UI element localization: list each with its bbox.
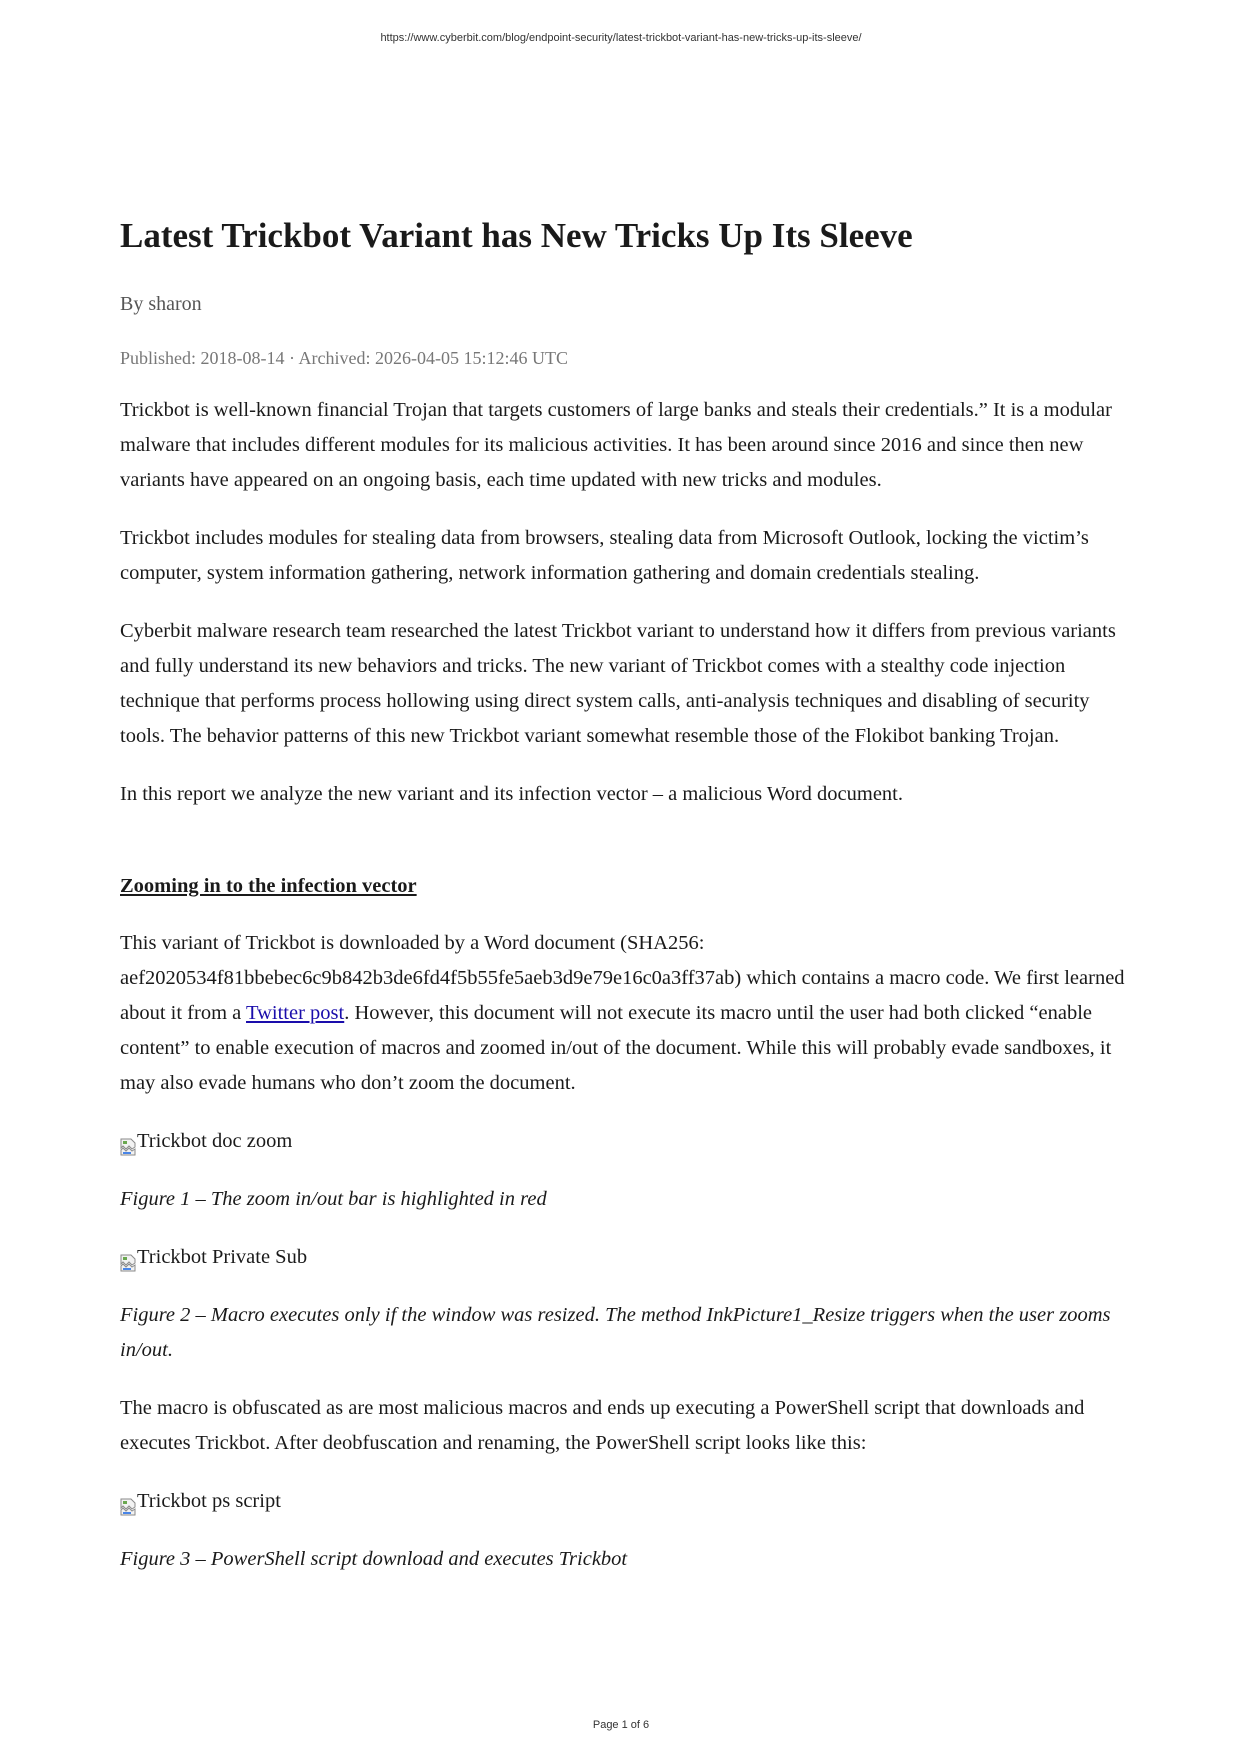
figure-2-image — [120, 1240, 1130, 1275]
article-title: Latest Trickbot Variant has New Tricks Up Its Sleeve — [120, 216, 913, 255]
paragraph-research: Cyberbit malware research team researched the latest Trickbot variant to understand how it differs from previous variants and fully understand its new behaviors and tricks. The new variant of Trickbot comes with a stealthy code injection technique that performs process hollowing using direct system calls, anti-analysis techniques and disabling of security tools. The behavior patterns of this new Trickbot variant somewhat resemble those of the Flokibot banking Trojan. — [120, 620, 1116, 747]
figure-1-image — [120, 1124, 1130, 1159]
broken-image-icon — [120, 1493, 136, 1511]
article-meta: Published: 2018-08-14 · Archived: 2026-04-05 15:12:46 UTC — [120, 348, 568, 368]
figure-1-alt: Trickbot doc zoom — [137, 1130, 293, 1152]
vector-text-before: This variant of Trickbot is downloaded by a Word document (SHA256: aef2020534f81bbebec6c9b842b3de6fd4f5b55fe5aeb3d9e79e16c0a3ff37ab) which contains a macro code. We first learned about it from a — [120, 932, 1125, 1024]
broken-image-icon — [120, 1249, 136, 1267]
paragraph-vector — [120, 926, 1130, 1101]
figure-3-image — [120, 1484, 1130, 1519]
section-heading: Zooming in to the infection vector — [120, 875, 417, 897]
vector-text-after: . However, this document will not execute its macro until the user had both clicked “enable content” to enable execution of macros and zoomed in/out of the document. While this will probably evade sandboxes, it may also evade humans who don’t zoom the document. — [120, 1002, 1112, 1094]
paragraph-intro: Trickbot is well-known financial Trojan that targets customers of large banks and steals their credentials.” It is a modular malware that includes different modules for its malicious activities. It has been around since 2016 and since then new variants have appeared on an ongoing basis, each time updated with new tricks and modules. — [120, 399, 1112, 491]
page-url-header: https://www.cyberbit.com/blog/endpoint-security/latest-trickbot-variant-has-new-tricks-up-its-sleeve/ — [380, 32, 862, 44]
paragraph-modules: Trickbot includes modules for stealing data from browsers, stealing data from Microsoft Outlook, locking the victim’s computer, system information gathering, network information gathering and domain credentials stealing. — [120, 527, 1089, 584]
figure-3-caption: Figure 3 – PowerShell script download and executes Trickbot — [120, 1548, 628, 1570]
article — [120, 212, 1130, 1600]
figure-2-caption: Figure 2 – Macro executes only if the window was resized. The method InkPicture1_Resize triggers when the user zooms in/out. — [120, 1304, 1111, 1361]
broken-image-icon — [120, 1133, 136, 1151]
figure-1-caption: Figure 1 – The zoom in/out bar is highlighted in red — [120, 1188, 547, 1210]
paragraph-macro: The macro is obfuscated as are most malicious macros and ends up executing a PowerShell script that downloads and executes Trickbot. After deobfuscation and renaming, the PowerShell script looks like this: — [120, 1397, 1085, 1454]
twitter-post-link[interactable]: Twitter post — [246, 1002, 345, 1024]
paragraph-report: In this report we analyze the new variant and its infection vector – a malicious Word document. — [120, 783, 903, 805]
page-number: Page 1 of 6 — [592, 1719, 650, 1731]
figure-3-alt: Trickbot ps script — [137, 1490, 281, 1512]
figure-2-alt: Trickbot Private Sub — [137, 1246, 308, 1268]
article-byline: By sharon — [120, 293, 202, 315]
